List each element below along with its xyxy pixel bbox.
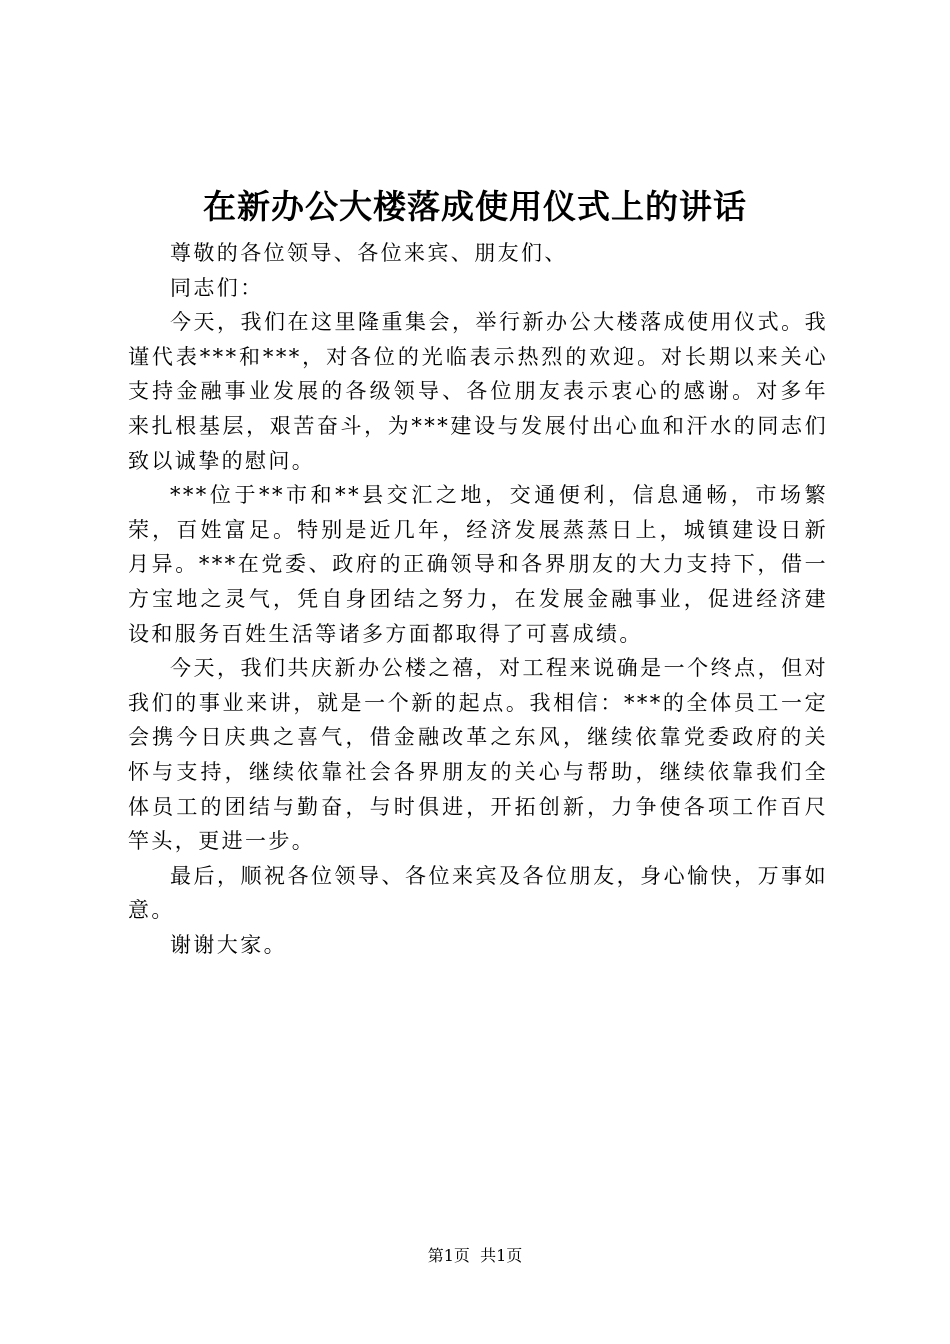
body-paragraph: ***位于**市和**县交汇之地，交通便利，信息通畅，市场繁荣，百姓富足。特别是近几年，经济发展蒸蒸日上，城镇建设日新月异。***在党委、政府的正确领导和各界朋友的大力支持下，借一方宝地之灵气，凭自身团结之努力，在发展金融事业，促进经济建设和服务百姓生活等诸多方面都取得了可喜成绩。 <box>128 483 828 646</box>
page-number: 第1页 共1页 <box>427 1246 523 1265</box>
document-title: 在新办公大楼落成使用仪式上的讲话 <box>203 187 747 226</box>
document-body <box>128 236 828 962</box>
closing-line: 谢谢大家。 <box>170 932 287 957</box>
greeting-line: 同志们： <box>170 275 264 300</box>
body-paragraph: 今天，我们在这里隆重集会，举行新办公大楼落成使用仪式。我谨代表***和***，对各位的光临表示热烈的欢迎。对长期以来关心支持金融事业发展的各级领导、各位朋友表示衷心的感谢。对多年来扎根基层，艰苦奋斗，为***建设与发展付出心血和汗水的同志们致以诚挚的慰问。 <box>128 310 828 473</box>
body-paragraph: 最后，顺祝各位领导、各位来宾及各位朋友，身心愉快，万事如意。 <box>128 863 828 923</box>
page-footer <box>0 1244 950 1268</box>
body-paragraph: 今天，我们共庆新办公楼之禧，对工程来说确是一个终点，但对我们的事业来讲，就是一个新的起点。我相信：***的全体员工一定会携今日庆典之喜气，借金融改革之东风，继续依靠党委政府的关怀与支持，继续依靠社会各界朋友的关心与帮助，继续依靠我们全体员工的团结与勤奋，与时俱进，开拓创新，力争使各项工作百尺竿头，更进一步。 <box>128 656 828 854</box>
greeting-line: 尊敬的各位领导、各位来宾、朋友们、 <box>170 241 568 265</box>
